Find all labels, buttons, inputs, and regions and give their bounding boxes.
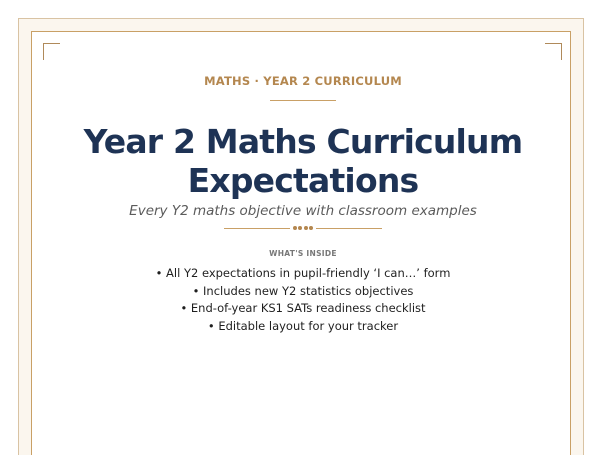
kicker: MATHS · YEAR 2 CURRICULUM bbox=[204, 74, 402, 88]
inner-frame bbox=[31, 31, 571, 455]
divider-dots-icon bbox=[293, 225, 313, 231]
list-item: • Includes new Y2 statistics objectives bbox=[192, 283, 414, 298]
corner-ornament-top-left bbox=[43, 43, 60, 60]
whats-inside-list bbox=[0, 265, 606, 335]
list-item: • Editable layout for your tracker bbox=[207, 318, 399, 333]
page-title: Year 2 Maths Curriculum Expectations bbox=[83, 122, 523, 200]
divider-line-left bbox=[224, 228, 290, 229]
page-subtitle: Every Y2 maths objective with classroom examples bbox=[129, 203, 477, 219]
list-item: • End-of-year KS1 SATs readiness checklist bbox=[180, 301, 426, 315]
whats-inside-label: WHAT'S INSIDE bbox=[269, 249, 337, 258]
list-item: • All Y2 expectations in pupil-friendly ‘I can…’ form bbox=[155, 266, 451, 280]
kicker-rule bbox=[270, 100, 336, 101]
corner-ornament-top-right bbox=[545, 43, 562, 60]
divider-line-right bbox=[316, 228, 382, 229]
